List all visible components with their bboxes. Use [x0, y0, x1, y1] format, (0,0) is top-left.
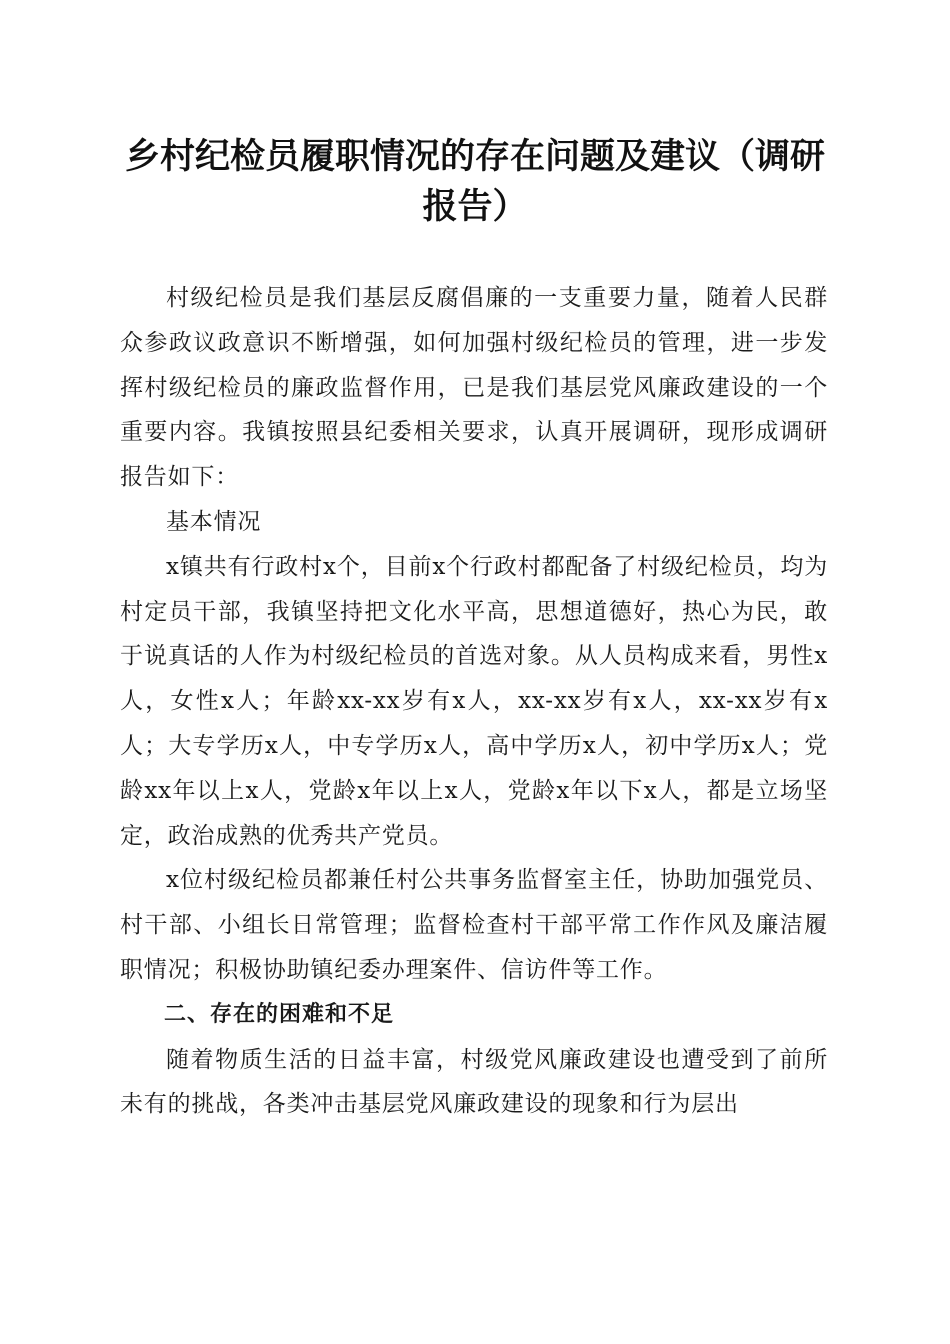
section-heading-difficulties: 二、存在的困难和不足	[164, 1001, 395, 1027]
paragraph-basic-situation-label: 基本情况	[166, 508, 262, 535]
document-title: 乡村纪检员履职情况的存在问题及建议（调研报告）	[124, 136, 825, 227]
paragraph-challenges: 随着物质生活的日益丰富，村级党风廉政建设也遭受到了前所未有的挑战，各类冲击基层党风廉政建设的现象和行为层出	[120, 1046, 828, 1118]
paragraph-duties: x位村级纪检员都兼任村公共事务监督室主任，协助加强党员、村干部、小组长日常管理；监督检查村干部平常工作作风及廉洁履职情况；积极协助镇纪委办理案件、信访件等工作。	[120, 867, 828, 983]
paragraph-staffing: x镇共有行政村x个，目前x个行政村都配备了村级纪检员，均为村定员干部，我镇坚持把文化水平高，思想道德好，热心为民，敢于说真话的人作为村级纪检员的首选对象。从人员构成来看，男性x人，女性x人；年龄xx-xx岁有x人，xx-xx岁有x人，xx-xx岁有x人；大专学历x人，中专学历x人，高中学历x人，初中学历x人；党龄xx年以上x人，党龄x年以上x人，党龄x年以下x人，都是立场坚定，政治成熟的优秀共产党员。	[120, 553, 828, 849]
document-body	[120, 276, 828, 1127]
paragraph-intro: 村级纪检员是我们基层反腐倡廉的一支重要力量，随着人民群众参政议政意识不断增强，如何加强村级纪检员的管理，进一步发挥村级纪检员的廉政监督作用，已是我们基层党风廉政建设的一个重要内容。我镇按照县纪委相关要求，认真开展调研，现形成调研报告如下：	[120, 285, 828, 491]
